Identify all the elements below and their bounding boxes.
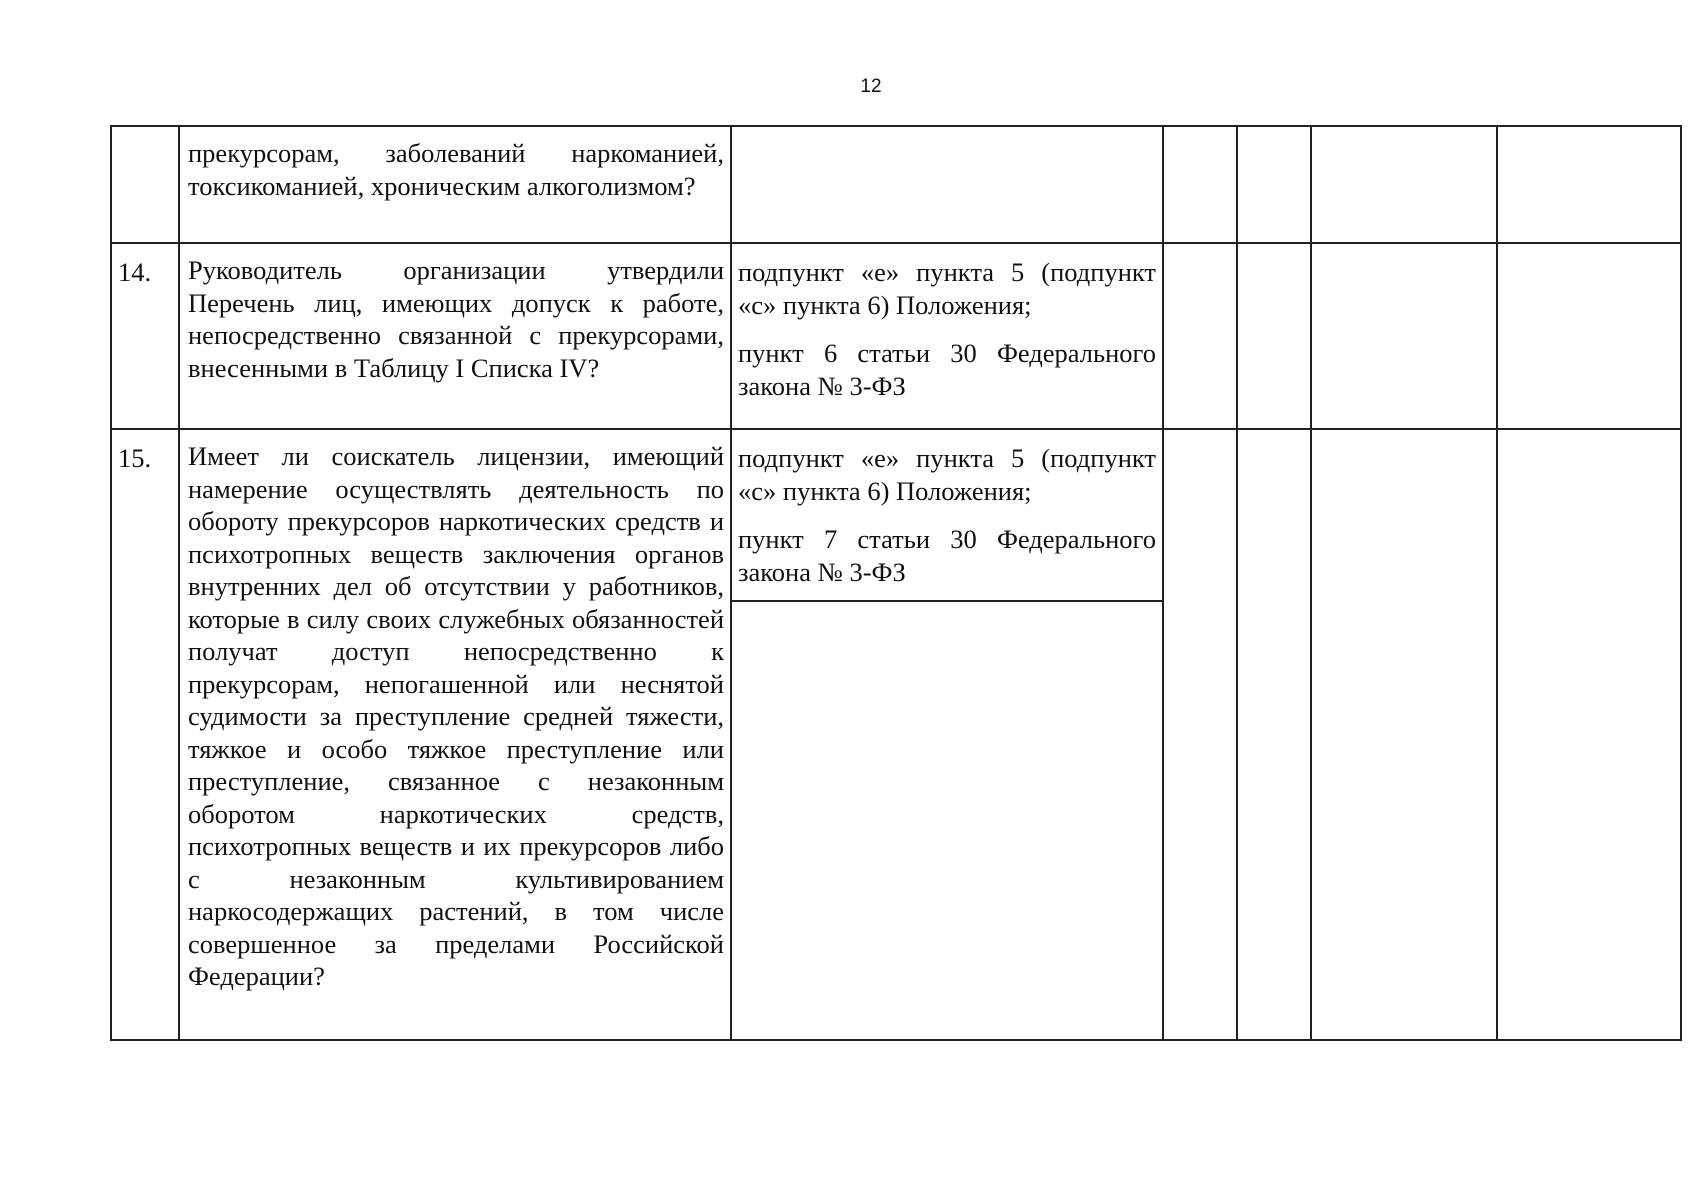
legal-basis-cell <box>731 126 1163 243</box>
checklist-table <box>110 125 1682 1041</box>
answer-yes-cell <box>1163 243 1237 429</box>
question-text: Руководитель организации утвердили Перечень лиц, имеющих допуск к работе, непосредственно связанной с прекурсорами, внесенными в Таблицу I Списка IV? <box>188 255 724 383</box>
notes-cell <box>1497 243 1681 429</box>
legal-basis-cell <box>731 243 1163 429</box>
answer-no-cell <box>1237 429 1311 1040</box>
answer-yes-cell <box>1163 126 1237 243</box>
question-cell <box>179 243 731 429</box>
legal-basis-item: подпункт «е» пункта 5 (подпункт «с» пункта 6) Положения; <box>738 257 1156 320</box>
checklist-table-wrapper <box>110 125 1682 1041</box>
legal-basis-item: пункт 7 статьи 30 Федерального закона № 3-ФЗ <box>738 524 1156 587</box>
legal-basis-cell <box>731 429 1163 1040</box>
answer-na-cell <box>1311 243 1497 429</box>
notes-cell <box>1497 126 1681 243</box>
answer-na-cell <box>1311 126 1497 243</box>
notes-cell <box>1497 429 1681 1040</box>
question-cell <box>179 429 731 1040</box>
legal-basis-item: пункт 6 статьи 30 Федерального закона № 3-ФЗ <box>738 338 1156 401</box>
answer-yes-cell <box>1163 429 1237 1040</box>
table-row <box>111 126 1681 243</box>
row-number: 14. <box>118 257 152 287</box>
legal-basis-text <box>732 244 1162 406</box>
row-number-cell <box>111 126 179 243</box>
row-number-cell <box>111 243 179 429</box>
question-cell <box>179 126 731 243</box>
question-text: Имеет ли соискатель лицензии, имеющий намерение осуществлять деятельность по обороту прекурсоров наркотических средств и психотропных веществ заключения органов внутренних дел об отсутствии у работников, которые в силу своих служебных обязанностей получат доступ непосредственно к прекурсорам, непогашенной или неснятой судимости за преступление средней тяжести, тяжкое и особо тяжкое преступление или преступление, связанное с незаконным оборотом наркотических средств, психотропных веществ и их прекурсоров либо с незаконным культивированием наркосодержащих растений, в том числе совершенное за пределами Российской Федерации? <box>188 441 724 991</box>
legal-basis-subcell <box>732 430 1162 602</box>
row-number-cell <box>111 429 179 1040</box>
answer-no-cell <box>1237 126 1311 243</box>
answer-no-cell <box>1237 243 1311 429</box>
table-row <box>111 243 1681 429</box>
answer-na-cell <box>1311 429 1497 1040</box>
question-text: прекурсорам, заболеваний наркоманией, токсикоманией, хроническим алкоголизмом? <box>188 138 724 201</box>
row-number: 15. <box>118 443 152 473</box>
legal-basis-item: подпункт «е» пункта 5 (подпункт «с» пункта 6) Положения; <box>738 443 1156 506</box>
page-number: 12 <box>860 76 882 97</box>
legal-basis-text <box>732 442 1162 592</box>
table-row <box>111 429 1681 1040</box>
